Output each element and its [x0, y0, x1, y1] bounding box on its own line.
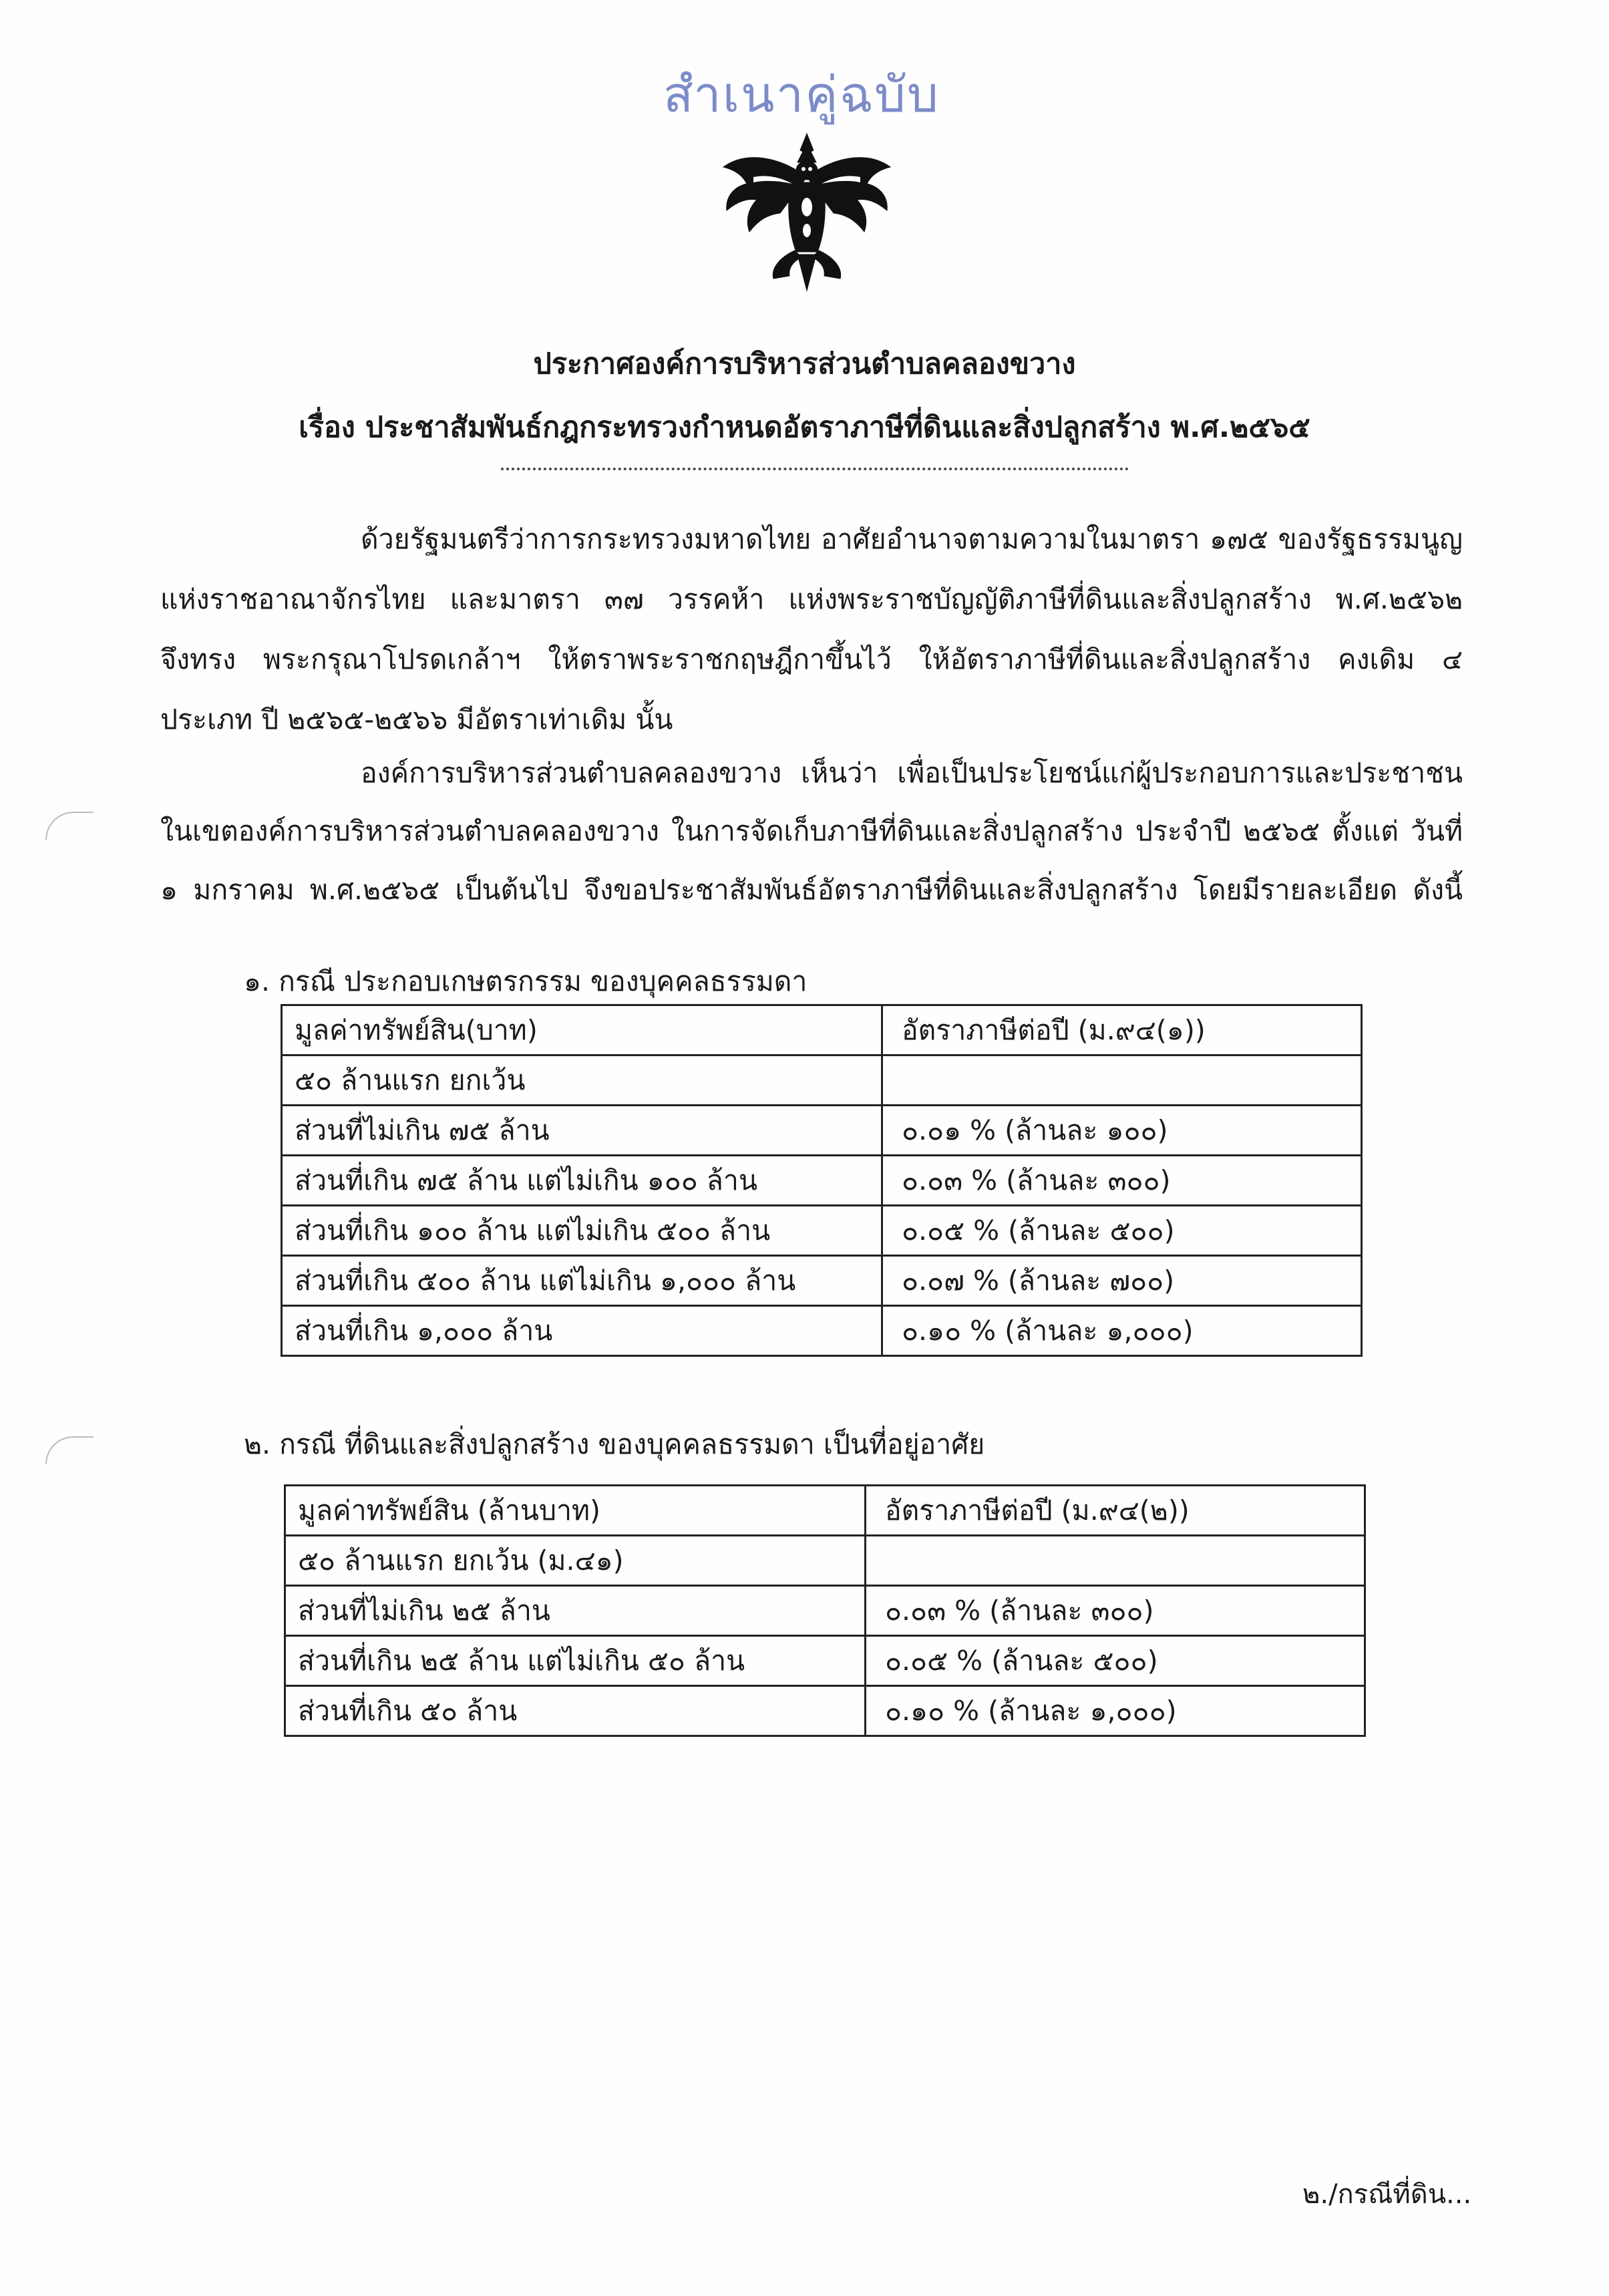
table-row	[285, 1636, 1365, 1686]
rate-cell: ๐.๐๕ % (ล้านละ ๕๐๐)	[882, 1206, 1362, 1256]
paragraph-1-line: จึงทรง พระกรุณาโปรดเกล้าฯ ให้ตราพระราชกฤษฎีกาขึ้นไว้ ให้อัตราภาษีที่ดินและสิ่งปลูกสร้าง คงเดิม ๔	[160, 643, 1463, 675]
table-header-row	[282, 1005, 1362, 1055]
value-cell: ส่วนที่ไม่เกิน ๒๕ ล้าน	[285, 1586, 866, 1636]
column-header-value: มูลค่าทรัพย์สิน (ล้านบาท)	[285, 1486, 866, 1536]
rate-cell: ๐.๐๓ % (ล้านละ ๓๐๐)	[882, 1156, 1362, 1206]
residential-rate-table	[284, 1484, 1366, 1737]
value-cell: ๕๐ ล้านแรก ยกเว้น	[282, 1055, 882, 1106]
rate-cell	[882, 1055, 1362, 1106]
table-row	[282, 1156, 1362, 1206]
rate-cell: ๐.๐๑ % (ล้านละ ๑๐๐)	[882, 1106, 1362, 1156]
value-cell: ส่วนที่เกิน ๗๕ ล้าน แต่ไม่เกิน ๑๐๐ ล้าน	[282, 1156, 882, 1206]
rate-cell: ๐.๑๐ % (ล้านละ ๑,๐๐๐)	[866, 1686, 1365, 1736]
table-row	[285, 1586, 1365, 1636]
agriculture-rate-table	[281, 1004, 1363, 1357]
value-cell: ส่วนที่เกิน ๒๕ ล้าน แต่ไม่เกิน ๕๐ ล้าน	[285, 1636, 866, 1686]
value-cell: ส่วนที่เกิน ๑,๐๐๐ ล้าน	[282, 1306, 882, 1356]
table-row	[282, 1206, 1362, 1256]
paragraph-1-line: ประเภท ปี ๒๕๖๕-๒๕๖๖ มีอัตราเท่าเดิม นั้น	[160, 703, 673, 735]
paragraph-2-line: ๑ มกราคม พ.ศ.๒๕๖๕ เป็นต้นไป จึงขอประชาสัมพันธ์อัตราภาษีที่ดินและสิ่งปลูกสร้าง โดยมีรายละเอียด ดังนี้	[160, 874, 1463, 906]
section-1-heading: ๑. กรณี ประกอบเกษตรกรรม ของบุคคลธรรมดา	[244, 965, 808, 997]
section-2-heading: ๒. กรณี ที่ดินและสิ่งปลูกสร้าง ของบุคคลธรรมดา เป็นที่อยู่อาศัย	[244, 1428, 985, 1460]
value-cell: ส่วนที่เกิน ๕๐๐ ล้าน แต่ไม่เกิน ๑,๐๐๐ ล้าน	[282, 1256, 882, 1306]
table-row	[282, 1256, 1362, 1306]
announcement-title: ประกาศองค์การบริหารส่วนตำบลคลองขวาง	[533, 347, 1076, 381]
punch-hole-mark	[45, 1436, 94, 1464]
column-header-rate: อัตราภาษีต่อปี (ม.๙๔(๑))	[882, 1005, 1362, 1055]
punch-hole-mark	[45, 812, 94, 840]
rate-cell: ๐.๐๗ % (ล้านละ ๗๐๐)	[882, 1256, 1362, 1306]
rate-cell	[866, 1536, 1365, 1586]
paragraph-1-line: แห่งราชอาณาจักรไทย และมาตรา ๓๗ วรรคห้า แห่งพระราชบัญญัติภาษีที่ดินและสิ่งปลูกสร้าง พ.ศ.๒๕๖๒	[160, 583, 1463, 615]
value-cell: ส่วนที่เกิน ๕๐ ล้าน	[285, 1686, 866, 1736]
column-header-value: มูลค่าทรัพย์สิน(บาท)	[282, 1005, 882, 1055]
announcement-subject: เรื่อง ประชาสัมพันธ์กฎกระทรวงกำหนดอัตราภาษีที่ดินและสิ่งปลูกสร้าง พ.ศ.๒๕๖๕	[299, 411, 1310, 444]
value-cell: ๕๐ ล้านแรก ยกเว้น (ม.๔๑)	[285, 1536, 866, 1586]
column-header-rate: อัตราภาษีต่อปี (ม.๙๔(๒))	[866, 1486, 1365, 1536]
dotted-divider	[501, 468, 1129, 470]
table-row	[282, 1306, 1362, 1356]
value-cell: ส่วนที่ไม่เกิน ๗๕ ล้าน	[282, 1106, 882, 1156]
paragraph-1-line: ด้วยรัฐมนตรีว่าการกระทรวงมหาดไทย อาศัยอำนาจตามความในมาตรา ๑๗๕ ของรัฐธรรมนูญ	[361, 523, 1463, 555]
value-cell: ส่วนที่เกิน ๑๐๐ ล้าน แต่ไม่เกิน ๕๐๐ ล้าน	[282, 1206, 882, 1256]
table-header-row	[285, 1486, 1365, 1536]
table-row	[282, 1106, 1362, 1156]
rate-cell: ๐.๐๕ % (ล้านละ ๕๐๐)	[866, 1636, 1365, 1686]
page-continuation-note: ๒./กรณีที่ดิน...	[1302, 2179, 1472, 2210]
paragraph-2-line: ในเขตองค์การบริหารส่วนตำบลคลองขวาง ในการจัดเก็บภาษีที่ดินและสิ่งปลูกสร้าง ประจำปี ๒๕๖๕ ตั้งแต่ วันที่	[160, 815, 1463, 847]
table-row	[282, 1055, 1362, 1106]
table-row	[285, 1686, 1365, 1736]
paragraph-2-line: องค์การบริหารส่วนตำบลคลองขวาง เห็นว่า เพื่อเป็นประโยชน์แก่ผู้ประกอบการและประชาชน	[361, 757, 1463, 789]
copy-stamp: สำเนาคู่ฉบับ	[663, 66, 940, 124]
garuda-emblem-icon	[707, 130, 907, 297]
rate-cell: ๐.๑๐ % (ล้านละ ๑,๐๐๐)	[882, 1306, 1362, 1356]
rate-cell: ๐.๐๓ % (ล้านละ ๓๐๐)	[866, 1586, 1365, 1636]
table-row	[285, 1536, 1365, 1586]
